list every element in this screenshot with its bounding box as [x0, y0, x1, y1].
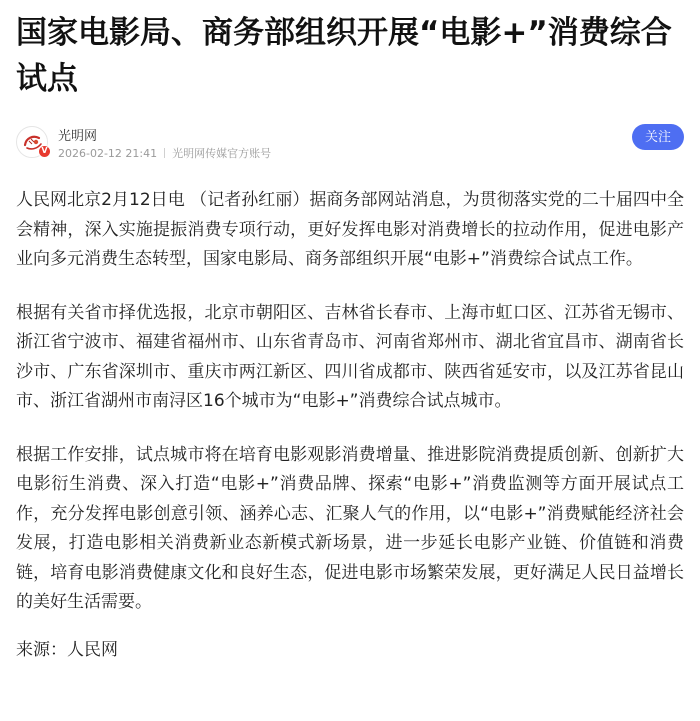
- author-bar: [16, 124, 684, 164]
- publish-date: 2026-02-12 21:41: [58, 147, 158, 160]
- article-body: [16, 186, 684, 665]
- article-title: 国家电影局、商务部组织开展“电影+”消费综合试点: [16, 15, 672, 97]
- paragraph: 根据有关省市择优选报，北京市朝阳区、吉林省长春市、上海市虹口区、江苏省无锡市、浙江省宁波市、福建省福州市、山东省青岛市、河南省郑州市、湖北省宜昌市、湖南省长沙市、广东省深圳市、重庆市两江新区、四川省成都市、陕西省延安市，以及江苏省昆山市、浙江省湖州市南浔区16个城市为“电影+”消费综合试点城市。: [16, 302, 684, 411]
- follow-button[interactable]: 关注: [632, 124, 684, 150]
- account-type: 光明网传媒官方账号: [172, 147, 272, 160]
- paragraph: 人民网北京2月12日电 （记者孙红丽）据商务部网站消息，为贯彻落实党的二十届四中全会精神，深入实施提振消费专项行动，更好发挥电影对消费增长的拉动作用，促进电影产业向多元消费生态转型，国家电影局、商务部组织开展“电影+”消费综合试点工作。: [16, 190, 684, 269]
- paragraph: 根据工作安排，试点城市将在培育电影观影消费增量、推进影院消费提质创新、创新扩大电影衍生消费、深入打造“电影+”消费品牌、探索“电影+”消费监测等方面开展试点工作，充分发挥电影创意引领、涵养心志、汇聚人气的作用，以“电影+”消费赋能经济社会发展，打造电影相关消费新业态新模式新场景，进一步延长电影产业链、价值链和消费链，培育电影消费健康文化和良好生态，促进电影市场繁荣发展，更好满足人民日益增长的美好生活需要。: [16, 444, 684, 612]
- article-source: 来源：人民网: [16, 639, 118, 660]
- article-meta: [58, 145, 271, 161]
- author-name[interactable]: 光明网: [58, 129, 98, 144]
- verified-badge-icon: V: [38, 145, 51, 158]
- meta-divider: [164, 148, 165, 158]
